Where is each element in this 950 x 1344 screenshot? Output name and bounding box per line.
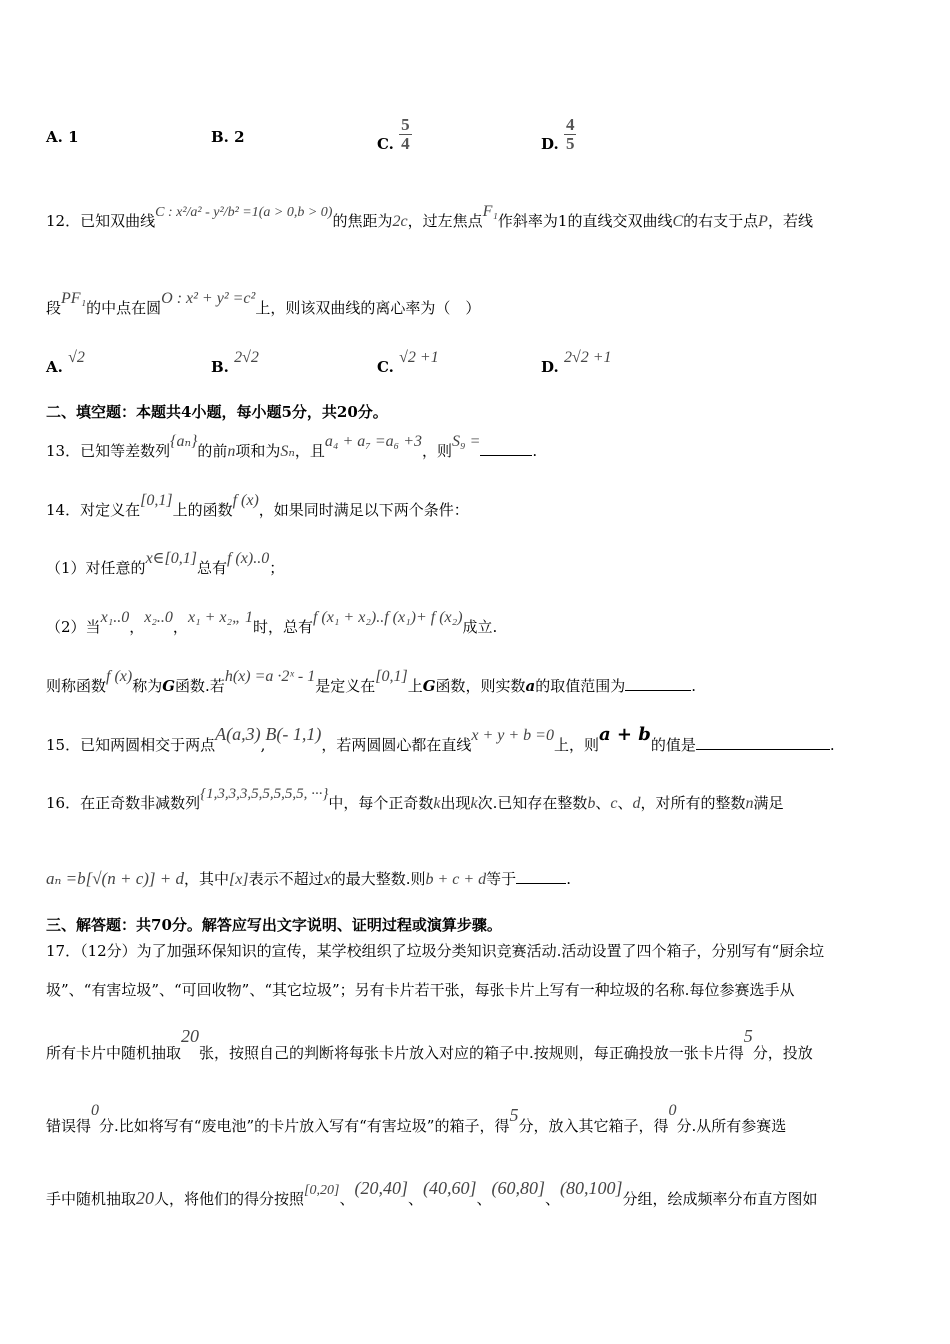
q11-c-fraction: $\frac{5}{4}$ [401,115,410,153]
q14-condition-2: （2）当x₁..0，x₂..0，x₁ + x₂„ 1时，总有f (x₁ + x₂)..f (x₁)+ f (x₂)成立. [46,609,498,636]
q12-option-a: A. √2 [46,349,85,376]
q16-line2: aₙ =b[√(n + c)] + d，其中[x]表示不超过x的最大整数.则b + c + d等于 . [46,869,571,888]
q12-focus-f1: F₁ [482,203,498,220]
q11-option-d: D. $\frac{4}{5}$ [541,115,575,153]
q12-circle-formula: O : x² + y² =c² [161,290,256,307]
q14-conclusion: 则称函数f (x)称为G函数.若h(x) =a ·2ˣ - 1是定义在[0,1]上G函数，则实数a的取值范围为 . [46,668,697,695]
section-3-heading: 三、解答题：共70分。解答应写出文字说明、证明过程或演算步骤。 [46,916,502,934]
q14-answer-blank [625,676,691,691]
q12-segment-pf1: PF₁ [61,290,87,307]
q12-point-p: P [758,213,768,230]
q17-line1: 17．（12分）为了加强环保知识的宣传，某学校组织了垃圾分类知识竞赛活动.活动设置了四个箱子，分别写有“厨余垃 [46,942,825,960]
q13: 13．已知等差数列{aₙ}的前n项和为Sₙ，且a₄ + a₇ =a₆ +3，则S₉ =. [46,433,538,460]
q12-option-b: B. 2√2 [211,349,259,376]
q16-line1: 16．在正奇数非减数列{1,3,3,3,5,5,5,5,5, ···}中，每个正奇数k出现k次.已知存在整数b、c、d，对所有的整数n满足 [46,786,784,812]
q12-focal-distance: 2c [392,213,408,230]
q12-curve-c: C [672,213,684,230]
q16-answer-blank [516,869,566,884]
q17-line5: 手中随机抽取20人，将他们的得分按照[0,20]、(20,40]、(40,60]、(60,80]、(80,100]分组，绘成频率分布直方图如 [46,1178,818,1208]
q11-option-b: B. 2 [211,128,245,146]
q11-option-a: A. 1 [46,128,79,146]
q17-line4: 错误得0分.比如将写有“废电池”的卡片放入写有“有害垃圾”的箱子，得5分，放入其它箱子，得0分.从所有参赛选 [46,1102,787,1135]
q14-line1: 14．对定义在[0,1]上的函数f (x)，如果同时满足以下两个条件： [46,492,469,519]
q12-option-c: C. √2 +1 [377,349,439,376]
q17-line3: 所有卡片中随机抽取20张，按照自己的判断将每张卡片放入对应的箱子中.按规则，每正确投放一张卡片得5分，投放 [46,1026,813,1062]
q15: 15．已知两圆相交于两点A(a,3),B(- 1,1)，若两圆圆心都在直线x + y + b =0上，则a + b的值是 . [46,724,835,754]
q12-hyperbola-formula: C : x²/a² - y²/b² =1(a > 0,b > 0) [155,205,333,220]
q14-condition-1: （1）对任意的x∈[0,1]总有f (x)..0； [46,550,285,577]
q12-line2: 段PF₁的中点在圆O : x² + y² =c²上，则该双曲线的离心率为（ ） [46,290,481,317]
section-2-heading: 二、填空题：本题共4小题，每小题5分，共20分。 [46,403,388,421]
q15-answer-blank [696,735,830,750]
q12-option-d: D. 2√2 +1 [541,349,612,376]
q11-d-fraction: $\frac{4}{5}$ [565,115,575,153]
q12-line1: 12．已知双曲线C : x²/a² - y²/b² =1(a > 0,b > 0)的焦距为2c，过左焦点F₁作斜率为1的直线交双曲线C的右支于点P，若线 [46,203,813,230]
q17-line2: 圾”、“有害垃圾”、“可回收物”、“其它垃圾”；另有卡片若干张，每张卡片上写有一种垃圾的名称.每位参赛选手从 [46,981,795,999]
q11-option-c: C. $\frac{5}{4}$ [377,115,410,153]
q13-answer-blank [480,441,532,456]
